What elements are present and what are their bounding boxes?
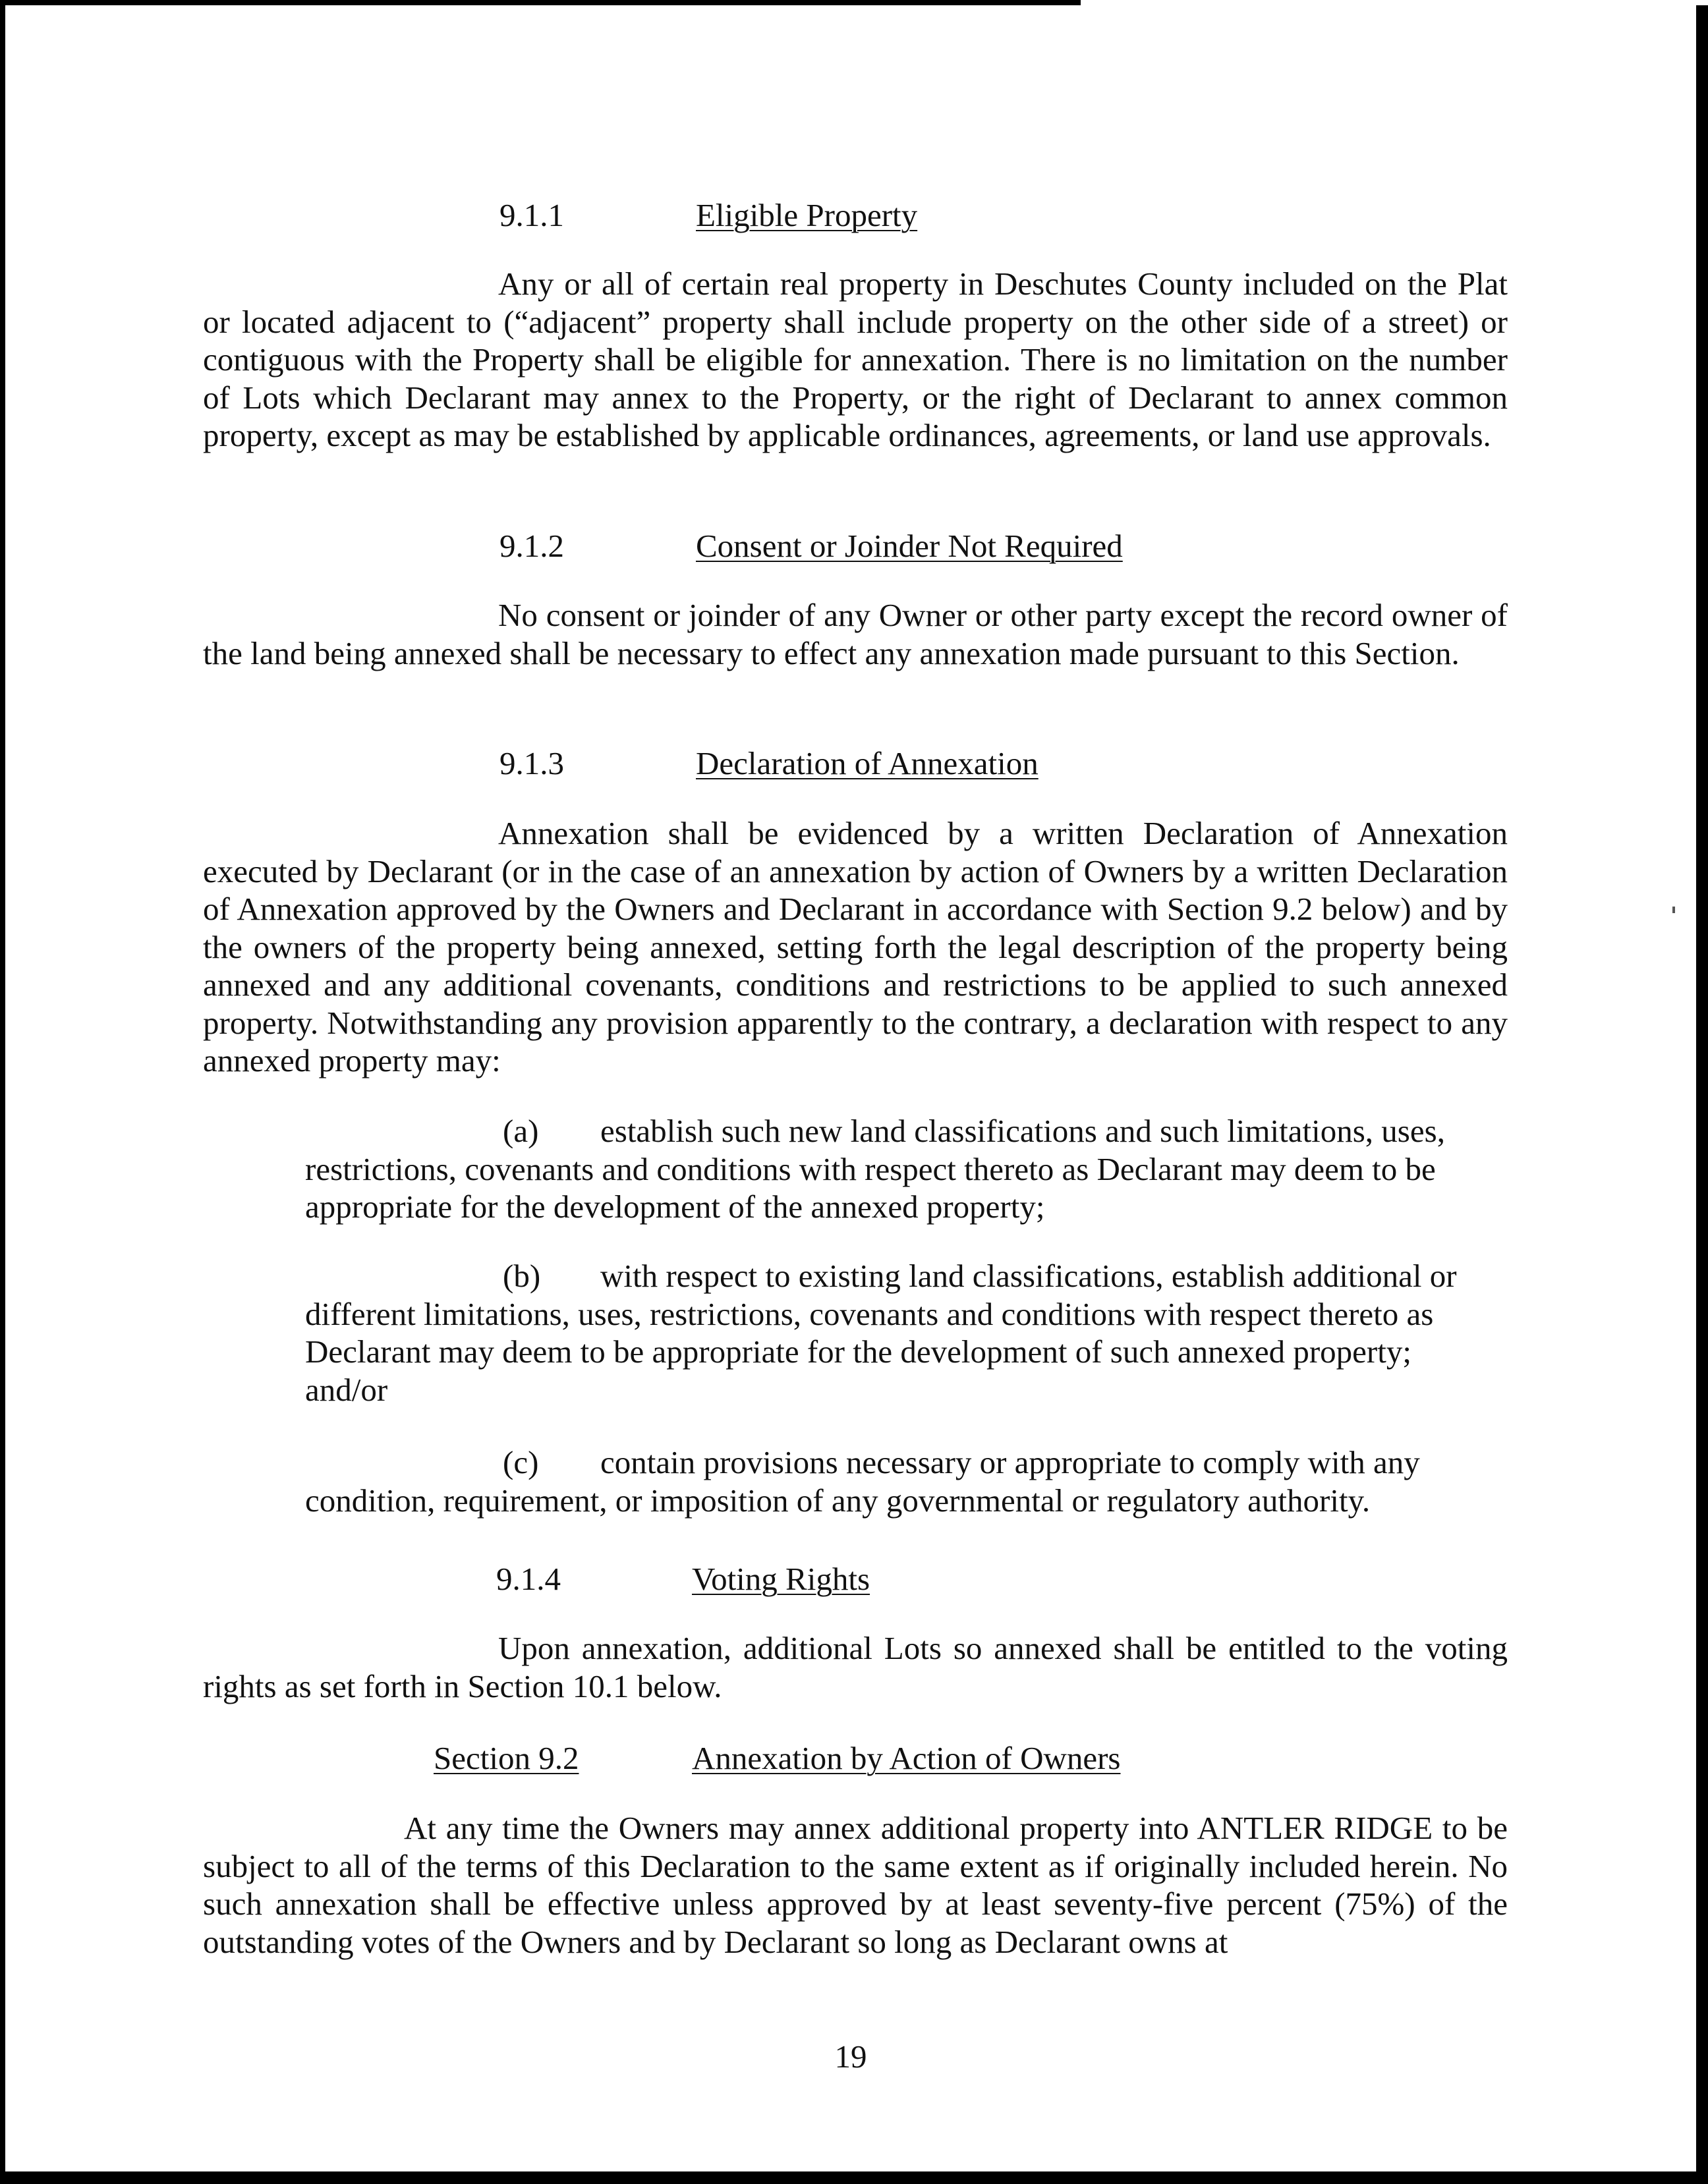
paragraph-annexation-by-owners [203,1809,1508,1961]
item-text: contain provisions necessary or appropriate to comply with any condition, requirement, or imposition of any governmental or regulatory authority. [305,1444,1420,1519]
section-number: 9.1.3 [499,745,564,781]
paragraph-consent [203,596,1508,672]
section-title: Voting Rights [692,1561,870,1597]
paragraph-text: Upon annexation, additional Lots so annexed shall be entitled to the voting rights as set forth in Section 10.1 below. [203,1630,1508,1704]
scan-speck [1672,907,1675,913]
paragraph-eligible-property [203,265,1508,455]
section-number: 9.1.2 [499,528,564,564]
section-title: Annexation by Action of Owners [692,1740,1121,1776]
section-number: 9.1.1 [499,197,564,233]
list-item-c [305,1443,1491,1519]
section-number: Section 9.2 [434,1740,579,1776]
item-text: with respect to existing land classifications, establish additional or different limitations, uses, restrictions, covenants and conditions with respect thereto as Declarant may deem to be appropriate for the development of such annexed property; and/or [305,1258,1457,1408]
paragraph-text: No consent or joinder of any Owner or other party except the record owner of the land being annexed shall be necessary to effect any annexation made pursuant to this Section. [203,597,1508,671]
paragraph-text: At any time the Owners may annex additional property into ANTLER RIDGE to be subject to all of the terms of this Declaration to the same extent as if originally included herein. No such annexation shall be effective unless approved by at least seventy-five percent (75%) of the outstanding votes of the Owners and by Declarant so long as Declarant owns at [203,1810,1508,1960]
item-tag: (c) [503,1444,539,1480]
section-title: Consent or Joinder Not Required [696,528,1123,564]
section-number: 9.1.4 [496,1561,561,1597]
paragraph-voting-rights [203,1629,1508,1705]
scan-edge [1081,0,1708,5]
list-item-a [305,1112,1491,1226]
item-text: establish such new land classifications and such limitations, uses, restrictions, covenants and conditions with respect thereto as Declarant may deem to be appropriate for the development of the annexed property; [305,1113,1445,1225]
document-page [5,5,1696,2171]
item-tag: (a) [503,1113,539,1149]
page-number: 19 [834,2038,867,2075]
paragraph-text: Annexation shall be evidenced by a written Declaration of Annexation executed by Declarant (or in the case of an annexation by action of Owners by a written Declaration of Annexation approved by the Owners and Declarant in accordance with Section 9.2 below) and by the owners of the property being annexed, setting forth the legal description of the property being annexed and any additional covenants, conditions and restrictions to be applied to such annexed property. Notwithstanding any provision apparently to the contrary, a declaration with respect to any annexed property may: [203,815,1508,1078]
paragraph-declaration [203,814,1508,1080]
section-title: Eligible Property [696,197,918,233]
list-item-b [305,1257,1491,1409]
paragraph-text: Any or all of certain real property in Deschutes County included on the Plat or located adjacent to (“adjacent” property shall include property on the other side of a street) or contiguous with the Property shall be eligible for annexation. There is no limitation on the number of Lots which Declarant may annex to the Property, or the right of Declarant to annex common property, except as may be established by applicable ordinances, agreements, or land use approvals. [203,266,1508,453]
section-title: Declaration of Annexation [696,745,1039,781]
item-tag: (b) [503,1258,541,1294]
